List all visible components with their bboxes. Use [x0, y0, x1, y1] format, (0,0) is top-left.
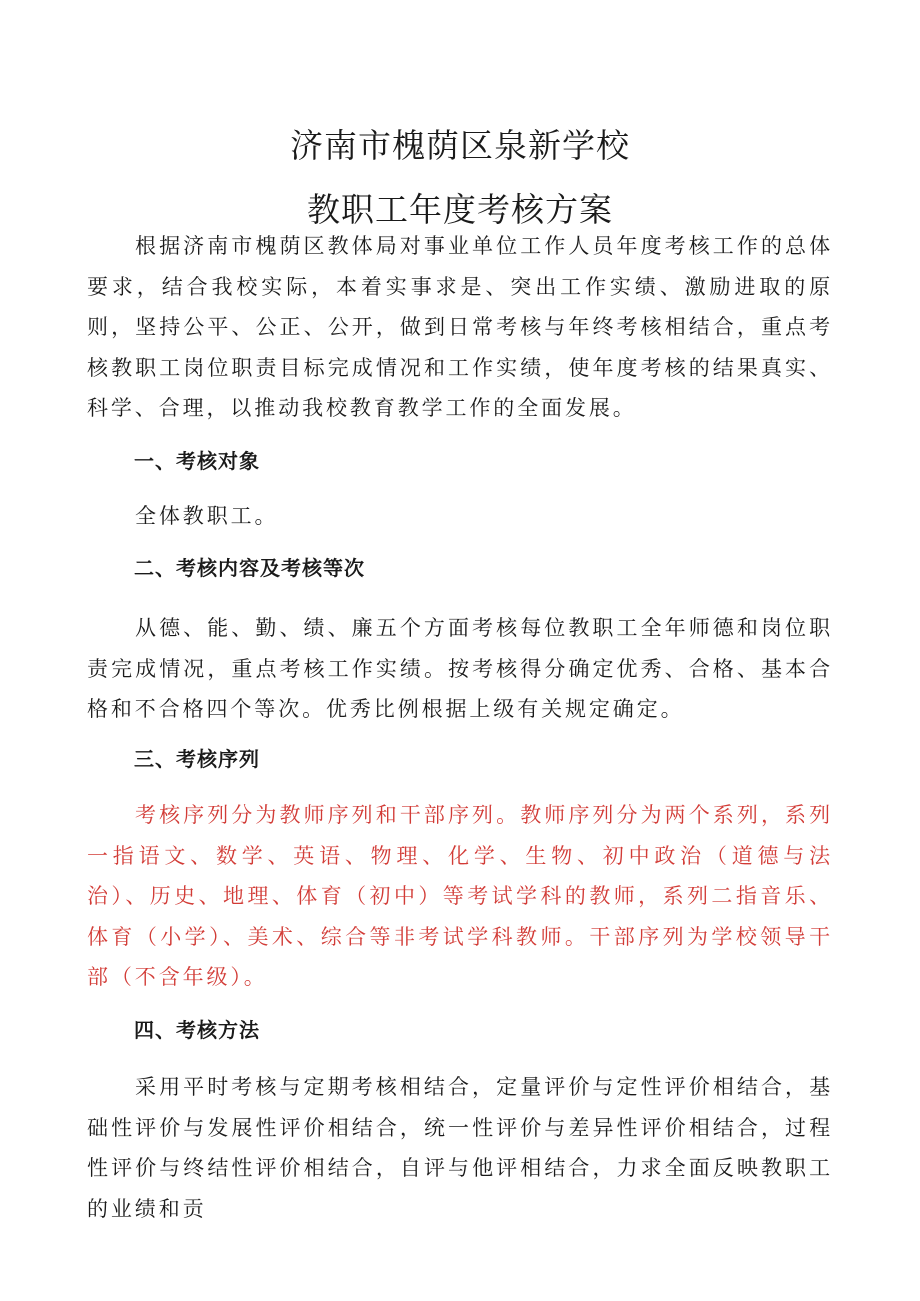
section-heading-objects: 一、考核对象: [134, 449, 260, 473]
intro-paragraph: 根据济南市槐荫区教体局对事业单位工作人员年度考核工作的总体要求，结合我校实际，本着实事求是、突出工作实绩、激励进取的原则，坚持公平、公正、公开，做到日常考核与年终考核相结合，重点考核教职工岗位职责目标完成情况和工作实绩，使年度考核的结果真实、科学、合理，以推动我校教育教学工作的全面发展。: [87, 234, 833, 420]
section-heading-sequence: 三、考核序列: [134, 747, 260, 771]
section-body-method: 采用平时考核与定期考核相结合，定量评价与定性评价相结合，基础性评价与发展性评价相结合，统一性评价与差异性评价相结合，过程性评价与终结性评价相结合，自评与他评相结合，力求全面反映教职工的业绩和贡: [87, 1075, 833, 1221]
section-heading-content: 二、考核内容及考核等次: [134, 556, 365, 580]
section-body-content: 从德、能、勤、绩、廉五个方面考核每位教职工全年师德和岗位职责完成情况，重点考核工作实绩。按考核得分确定优秀、合格、基本合格和不合格四个等次。优秀比例根据上级有关规定确定。: [87, 616, 833, 721]
section-body-sequence: 考核序列分为教师序列和干部序列。教师序列分为两个系列，系列一指语文、数学、英语、物理、化学、生物、初中政治（道德与法治）、历史、地理、体育（初中）等考试学科的教师，系列二指音乐、体育（小学）、美术、综合等非考试学科教师。干部序列为学校领导干部（不含年级）。: [87, 803, 833, 989]
document-title: 济南市槐荫区泉新学校: [290, 126, 630, 166]
section-heading-method: 四、考核方法: [134, 1018, 260, 1042]
document-subtitle: 教职工年度考核方案: [307, 190, 613, 230]
section-body-objects: 全体教职工。: [135, 504, 279, 528]
